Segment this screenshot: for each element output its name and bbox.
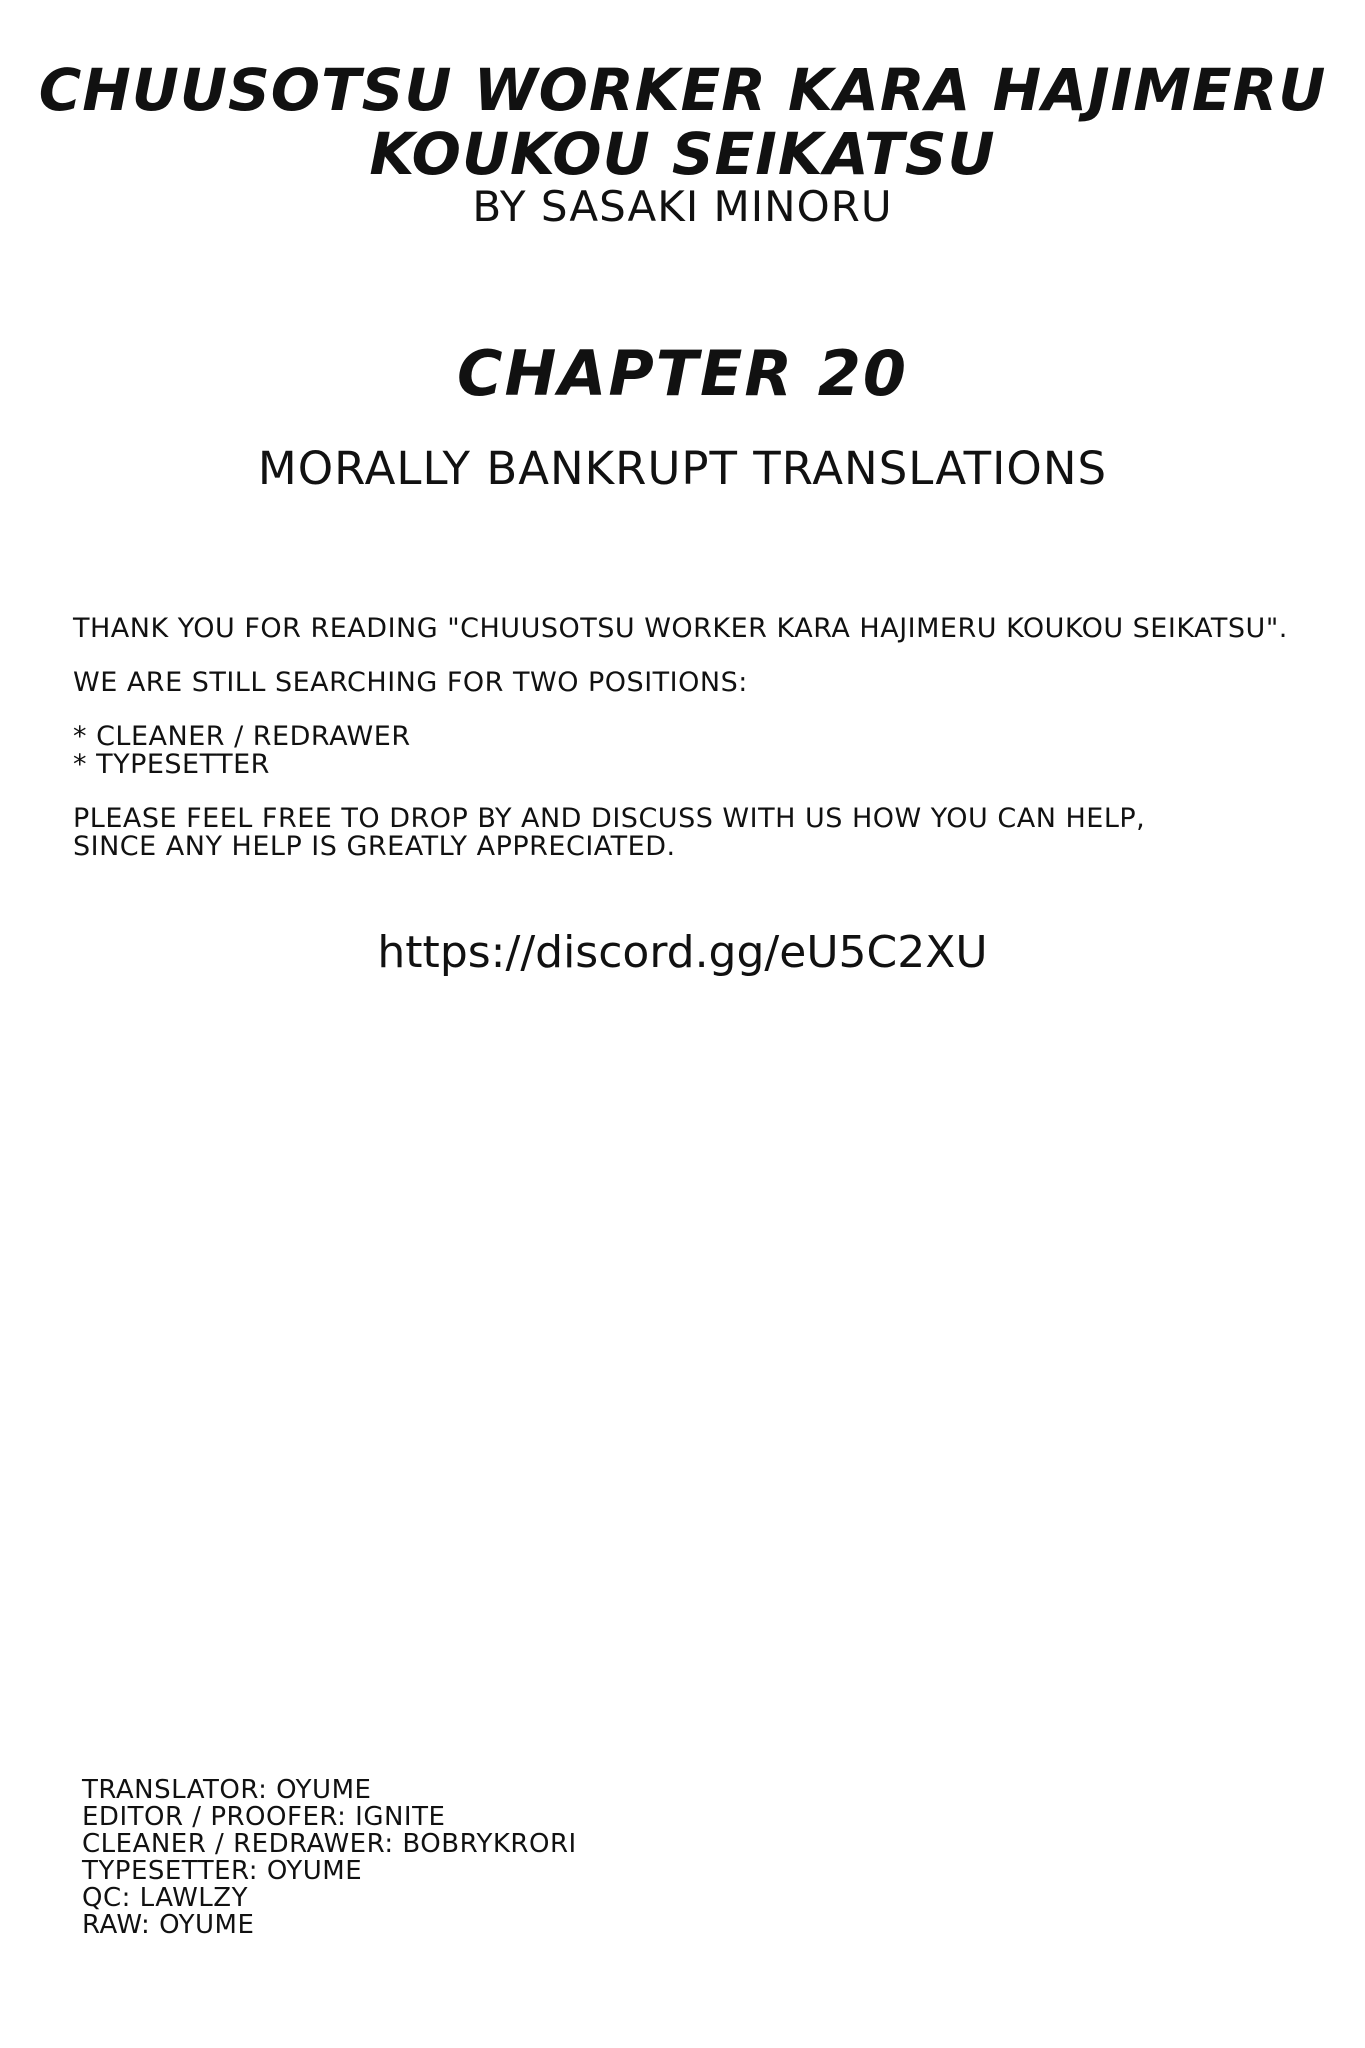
- credit-translator: TRANSLATOR: OYUME: [82, 1775, 372, 1805]
- series-title-line-1: CHUUSOTSU WORKER KARA HAJIMERU: [38, 56, 1327, 124]
- chapter-title: CHAPTER 20: [456, 337, 909, 410]
- list-item: * TYPESETTER: [73, 749, 270, 780]
- list-item: * CLEANER / REDRAWER: [73, 721, 411, 752]
- group-name: MORALLY BANKRUPT TRANSLATIONS: [257, 442, 1108, 495]
- thank-you-text: THANK YOU FOR READING "CHUUSOTSU WORKER KARA HAJIMERU KOUKOU SEIKATSU".: [73, 613, 1288, 644]
- searching-text: WE ARE STILL SEARCHING FOR TWO POSITIONS:: [73, 667, 748, 698]
- discord-link[interactable]: https://discord.gg/eU5C2XU: [377, 927, 988, 978]
- recruitment-notice: [73, 615, 1293, 887]
- credit-qc: QC: LAWLZY: [82, 1883, 248, 1913]
- credit-typesetter: TYPESETTER: OYUME: [82, 1856, 363, 1886]
- credit-cleaner-redrawer: CLEANER / REDRAWER: BOBRYKRORI: [82, 1829, 577, 1859]
- series-title-line-2: KOUKOU SEIKATSU: [369, 120, 996, 188]
- staff-credits: [82, 1777, 782, 1939]
- credit-editor-proofer: EDITOR / PROOFER: IGNITE: [82, 1802, 446, 1832]
- author-line: BY SASAKI MINORU: [472, 182, 893, 231]
- positions-list: [73, 723, 1293, 779]
- series-title: [0, 58, 1365, 186]
- help-text: PLEASE FEEL FREE TO DROP BY AND DISCUSS WITH US HOW YOU CAN HELP, SINCE ANY HELP IS GREATLY APPRECIATED.: [73, 803, 1146, 862]
- credit-raw: RAW: OYUME: [82, 1910, 255, 1940]
